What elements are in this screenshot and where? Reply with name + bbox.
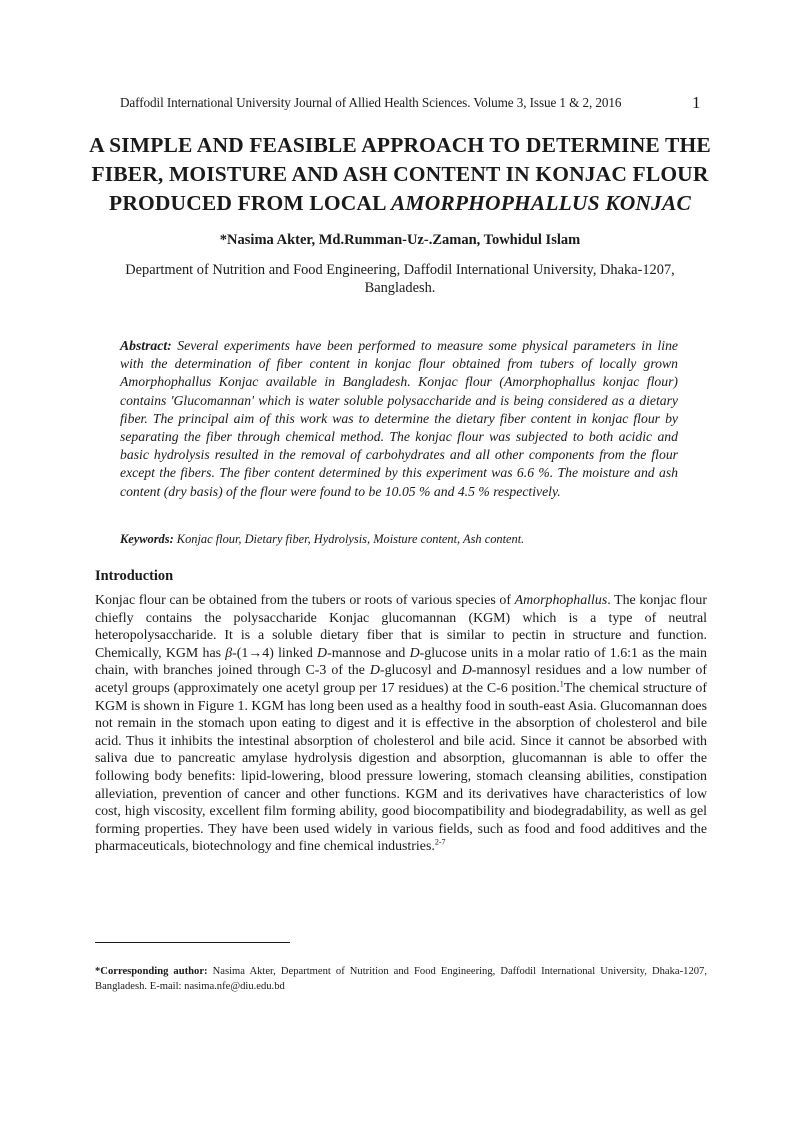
intro-text-3: -(1→4) linked bbox=[232, 645, 318, 661]
author-affiliation: Department of Nutrition and Food Engineering, Daffodil International University, Dhaka-1207, Bangladesh. bbox=[125, 262, 675, 296]
introduction-paragraph bbox=[95, 592, 707, 856]
intro-text-1: Konjac flour can be obtained from the tubers or roots of various species of bbox=[95, 593, 515, 608]
author-list: *Nasima Akter, Md.Rumman-Uz-.Zaman, Towhidul Islam bbox=[219, 232, 581, 248]
page-number: 1 bbox=[692, 93, 701, 112]
d-prefix: D bbox=[409, 645, 420, 661]
intro-text-6: -glucosyl and bbox=[379, 663, 462, 679]
keywords-label: Keywords: bbox=[120, 532, 174, 546]
keywords bbox=[120, 532, 680, 547]
beta-symbol: β bbox=[225, 645, 233, 661]
intro-text-8: The chemical structure of KGM is shown in Figure 1. KGM has long been used as a healthy food in south-east Asia. Glucomannan does not remain in the stomach upon eating to digest and it is effective in the absorption of cholesterol and bile acid. Thus it inhibits the intestinal absorption of cholesterol and bile acid. Since it cannot be absorbed with saliva due to pancreatic amylase hydrolysis digestion and absorption, glucomannan is able to offer the following body benefits: lipid-lowering, blood pressure lowering, stomach cleansing abilities, constipation alleviation, prevention of cancer and other functions. KGM and its derivatives have characteristics of low cost, high viscosity, excellent film forming ability, good biocompatibility and biodegradability, as well as gel forming properties. They have been used widely in various fields, such as food and food additives and the pharmaceuticals, biotechnology and fine chemical industries. bbox=[95, 680, 708, 855]
title-species-name: AMORPHOPHALLUS KONJAC bbox=[390, 191, 691, 215]
title-line-1: A SIMPLE AND FEASIBLE APPROACH TO DETERMINE THE bbox=[89, 133, 711, 157]
running-header: Daffodil International University Journal of Allied Health Sciences. Volume 3, Issue 1 & 2, 2016 bbox=[120, 95, 622, 110]
footnote-divider bbox=[95, 942, 290, 943]
genus-name: Amorphophallus bbox=[514, 593, 608, 608]
corresponding-author-footnote bbox=[95, 964, 707, 994]
keywords-text: Konjac flour, Dietary fiber, Hydrolysis, Moisture content, Ash content. bbox=[173, 532, 525, 546]
d-prefix: D bbox=[317, 645, 328, 661]
footnote-text: Nasima Akter, Department of Nutrition and Food Engineering, Daffodil International University, Dhaka-1207, Bangladesh. E-mail: nasima.nfe@diu.edu.bd bbox=[95, 966, 707, 992]
intro-text-4: -mannose and bbox=[327, 645, 410, 661]
d-prefix: D bbox=[461, 663, 472, 679]
d-prefix: D bbox=[369, 663, 380, 679]
citation-ref-2-7: 2-7 bbox=[434, 837, 446, 847]
footnote-label: *Corresponding author: bbox=[95, 966, 208, 977]
section-heading-introduction: Introduction bbox=[95, 568, 174, 584]
abstract-label: Abstract: bbox=[120, 338, 172, 353]
title-line-2: FIBER, MOISTURE AND ASH CONTENT IN KONJAC FLOUR bbox=[91, 162, 709, 186]
title-line-3 bbox=[80, 189, 720, 218]
citation-ref-1: 1 bbox=[559, 679, 564, 689]
abstract bbox=[120, 337, 678, 501]
intro-text-7: -mannosyl residues and a low number of acetyl groups (approximately one acetyl group per 17 residues) at the C-6 position. bbox=[95, 663, 708, 696]
paper-title bbox=[80, 131, 720, 218]
intro-text-2: . The konjac flour chiefly contains the polysaccharide Konjac glucomannan (KGM) which is a type of neutral heteropolysaccharide. It is a soluble dietary fiber that is similar to pectin in structure and function. Chemically, KGM has bbox=[95, 593, 707, 661]
abstract-text: Several experiments have been performed to measure some physical parameters in line with the determination of fiber content in konjac flour obtained from tubers of locally grown Amorphophallus Konjac available in Bangladesh. Konjac flour (Amorphophallus konjac flour) contains 'Glucomannan' which is water soluble polysaccharide and is being considered as a dietary fiber. The principal aim of this work was to determine the dietary fiber content in konjac flour by separating the fiber through chemical method. The konjac flour was subjected to both acidic and basic hydrolysis resulted in the removal of carbohydrates and all other components from the flour except the fibers. The fiber content determined by this experiment was 6.6 %. The moisture and ash content (dry basis) of the flour were found to be 10.05 % and 4.5 % respectively. bbox=[120, 338, 678, 499]
title-line-3-prefix: PRODUCED FROM LOCAL bbox=[109, 191, 391, 215]
intro-text-5: -glucose units in a molar ratio of 1.6:1 as the main chain, with branches joined through C-3 of the bbox=[95, 645, 707, 679]
